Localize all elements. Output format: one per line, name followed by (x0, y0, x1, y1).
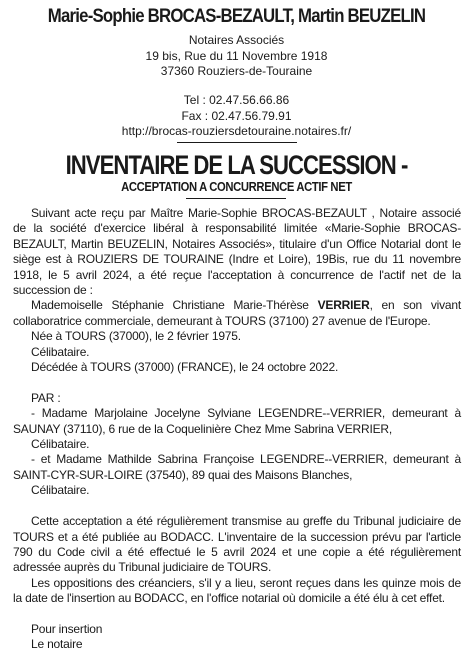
fax-number: Fax : 02.47.56.79.91 (181, 108, 292, 123)
header-divider (177, 142, 297, 143)
spacer (13, 375, 461, 390)
deed-paragraph: Suivant acte reçu par Maître Marie-Sophie BROCAS-BEZAULT , Notaire associé de la société d'exercice libéral à responsabilité limitée «Marie-Sophie BROCAS-BEZAULT, Martin BEUZELIN, Notaires Associés», titulaire d'un Office Notarial dont le siège est à ROUZIERS DE TOURAINE (Indre et Loire), 19Bis, rue du 11 novembre 1918, le 5 avril 2024, a été reçue l'acceptation à concurrence de l'actif net de la succession de : (13, 206, 461, 298)
phone-number: Tel : 02.47.56.66.86 (183, 93, 290, 107)
birth-line: Née à TOURS (37000), le 2 février 1975. (31, 329, 241, 344)
office-street: 19 bis, Rue du 11 Novembre 1918 (145, 48, 328, 63)
heir-1-status: Célibataire. (31, 437, 90, 452)
heir-2: - et Madame Mathilde Sabrina Françoise LEGENDRE--VERRIER, demeurant à SAINT-CYR-SUR-LOIRE (37540), 89 quai des Maisons Blanches, (13, 452, 461, 482)
title-divider (186, 198, 286, 199)
death-line: Décédée à TOURS (37000) (FRANCE), le 24 octobre 2022. (31, 360, 339, 375)
office-title: Notaires Associés (188, 33, 285, 47)
par-label: PAR : (31, 390, 61, 405)
deceased-name: Mademoiselle Stéphanie Christiane Marie-Thérèse (31, 298, 318, 313)
spacer (13, 499, 461, 514)
office-address (0, 33, 473, 80)
website-link[interactable]: http://brocas-rouziersdetouraine.notaires.fr/ (121, 124, 352, 138)
notice-body (13, 206, 461, 653)
marital-status: Célibataire. (31, 344, 90, 359)
deceased-paragraph (13, 298, 461, 329)
notice-title: INVENTAIRE DE LA SUCCESSION - (65, 150, 408, 180)
notice-subtitle: ACCEPTATION A CONCURRENCE ACTIF NET (121, 180, 352, 194)
oppositions-paragraph: Les oppositions des créanciers, s'il y a lieu, seront reçues dans les quinze mois de la date de l'insertion au BODACC, en l'office notarial où domicile a été élu à cet effet. (13, 575, 461, 606)
office-contact (0, 93, 473, 140)
closing-insertion: Pour insertion (31, 621, 103, 636)
office-city: 37360 Rouziers-de-Touraine (160, 64, 313, 78)
publication-paragraph: Cette acceptation a été régulièrement transmise au greffe du Tribunal judiciaire de TOURS et a été publiée au BODACC. L'inventaire de la succession prévu par l'article 790 du Code civil a été effectué le 5 avril 2024 et une copie a été régulièrement adressée auprès du Tribunal judiciaire de TOURS. (13, 514, 461, 575)
notary-names: Marie-Sophie BROCAS-BEZAULT, Martin BEUZELIN (47, 5, 426, 27)
spacer (13, 607, 461, 622)
heir-2-status: Célibataire. (31, 483, 90, 498)
heir-1: - Madame Marjolaine Jocelyne Sylviane LEGENDRE--VERRIER, demeurant à SAUNAY (37110), 6 rue de la Coquelinière Chez Mme Sabrina VERRIER, (13, 406, 461, 436)
closing-signature: Le notaire (31, 637, 83, 652)
deceased-surname: VERRIER (317, 298, 370, 313)
deceased-details: , en son vivant collaboratrice commerciale, demeurant à TOURS (37100) 27 avenue de l'Europe. (13, 298, 461, 328)
